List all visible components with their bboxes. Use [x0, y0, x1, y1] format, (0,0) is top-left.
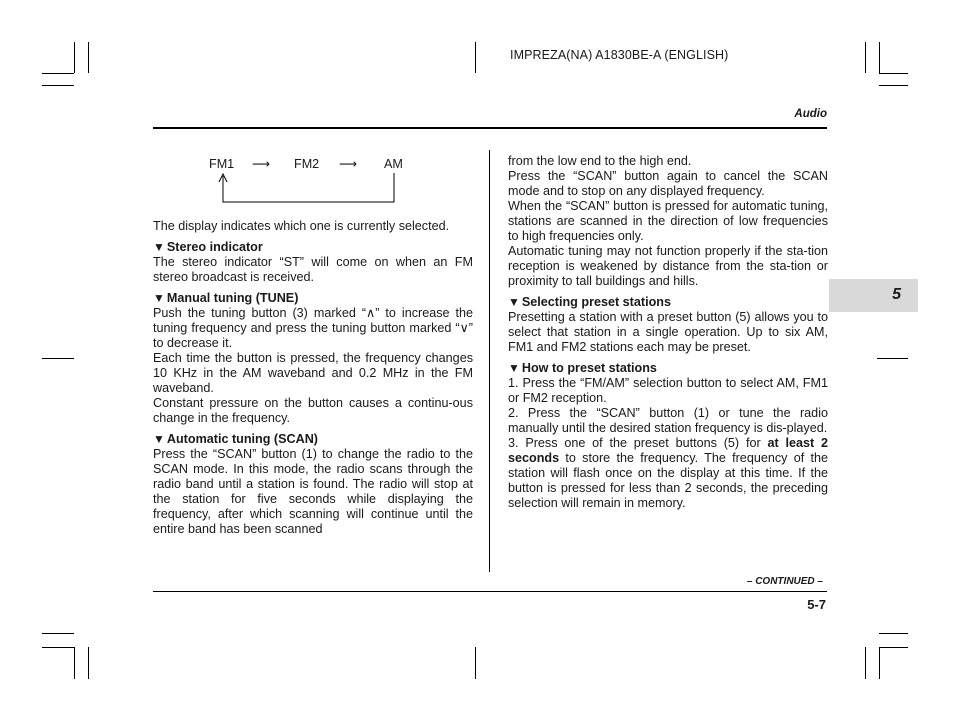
intro-text: The display indicates which one is currently selected. — [153, 219, 450, 233]
band-label-fm1: FM1 — [209, 157, 235, 171]
preset-heading-text: Selecting preset stations — [521, 295, 671, 309]
scan-continued: from the low end to the high end. — [508, 154, 692, 168]
scan-paragraph: When the “SCAN” button is pressed for automatic tuning, stations are scanned in the direction of low frequencies to high frequencies only. — [508, 199, 828, 243]
scan-paragraph: Automatic tuning may not function properly if the sta-tion reception is weakened by distance from the sta-tion or proximity to tall buildings and hills. — [508, 244, 828, 288]
crop-mark — [475, 647, 476, 679]
crop-mark — [879, 85, 908, 86]
crop-mark — [879, 73, 908, 74]
document-id: IMPREZA(NA) A1830BE-A (ENGLISH) — [510, 48, 729, 62]
manual-heading — [153, 290, 473, 306]
continued-label: – CONTINUED – — [746, 576, 823, 587]
triangle-down-icon: ▼ — [508, 295, 520, 309]
left-column — [153, 219, 473, 537]
footer-rule — [153, 591, 827, 592]
manual-heading-text: Manual tuning (TUNE) — [166, 291, 299, 305]
page-number: 5-7 — [807, 597, 826, 612]
triangle-down-icon: ▼ — [153, 291, 165, 305]
crop-mark — [88, 647, 89, 679]
right-column — [508, 154, 828, 511]
manual-paragraph: Constant pressure on the button causes a continu-ous change in the frequency. — [153, 396, 473, 425]
crop-mark — [88, 42, 89, 73]
chapter-tab — [829, 279, 918, 312]
crop-mark — [865, 647, 866, 679]
preset-heading — [508, 294, 828, 310]
crop-mark — [74, 647, 75, 679]
scan-body: Press the “SCAN” button (1) to change the radio to the SCAN mode. In this mode, the radio scans through the radio band until a station is found. The radio will stop at the station for five seconds while displaying the frequency, after which scanning will continue until the entire band has been scanned — [153, 447, 473, 536]
return-arrow-icon — [210, 170, 410, 206]
how-heading — [508, 360, 828, 376]
arrow-right-icon: ⟶ — [252, 157, 271, 171]
crop-mark — [74, 42, 75, 73]
chapter-number: 5 — [892, 286, 901, 303]
triangle-down-icon: ▼ — [153, 240, 165, 254]
crop-mark — [879, 633, 908, 634]
band-label-fm2: FM2 — [294, 157, 320, 171]
how-heading-text: How to preset stations — [521, 361, 657, 375]
manual-paragraph: Each time the button is pressed, the frequency changes 10 KHz in the AM waveband and 0.2 MHz in the FM waveband. — [153, 351, 473, 395]
crop-mark — [475, 42, 476, 73]
crop-mark — [879, 647, 908, 648]
crop-mark — [42, 647, 74, 648]
header-rule — [153, 127, 827, 129]
stereo-body: The stereo indicator “ST” will come on when an FM stereo broadcast is received. — [153, 255, 473, 284]
manual-paragraph: Push the tuning button (3) marked “∧” to increase the tuning frequency and press the tuning button marked “∨” to decrease it. — [153, 306, 473, 350]
step-3-text: to store the frequency. The frequency of the station will flash once on the display at this time. If the button is pressed for less than 2 seconds, the preceding selection will remain in memory. — [508, 451, 828, 510]
scan-paragraph: Press the “SCAN” button again to cancel the SCAN mode and to stop on any displayed frequency. — [508, 169, 828, 198]
crop-mark — [879, 42, 880, 73]
crop-mark — [877, 358, 908, 359]
crop-mark — [42, 633, 74, 634]
crop-mark — [865, 42, 866, 73]
step-3-emphasis: at least 2 seconds — [508, 436, 829, 465]
section-title: Audio — [794, 108, 827, 120]
crop-mark — [42, 358, 74, 359]
triangle-down-icon: ▼ — [153, 432, 165, 446]
step-3-text: 3. Press one of the preset buttons (5) for — [508, 436, 768, 450]
stereo-heading-text: Stereo indicator — [166, 240, 263, 254]
crop-mark — [42, 85, 74, 86]
how-step-3 — [508, 436, 828, 511]
crop-mark — [879, 647, 880, 679]
how-step-1: 1. Press the “FM/AM” selection button to select AM, FM1 or FM2 reception. — [508, 376, 828, 405]
preset-body: Presetting a station with a preset button (5) allows you to select that station in a single operation. Up to six AM, FM1 and FM2 stations each may be preset. — [508, 310, 828, 354]
how-step-2: 2. Press the “SCAN” button (1) or tune the radio manually until the desired station frequency is dis-played. — [508, 406, 828, 435]
stereo-heading — [153, 239, 473, 255]
scan-heading-text: Automatic tuning (SCAN) — [166, 432, 318, 446]
band-label-am: AM — [384, 157, 403, 171]
column-divider — [489, 150, 490, 572]
arrow-right-icon: ⟶ — [339, 157, 358, 171]
scan-heading — [153, 431, 473, 447]
triangle-down-icon: ▼ — [508, 361, 520, 375]
crop-mark — [42, 73, 74, 74]
